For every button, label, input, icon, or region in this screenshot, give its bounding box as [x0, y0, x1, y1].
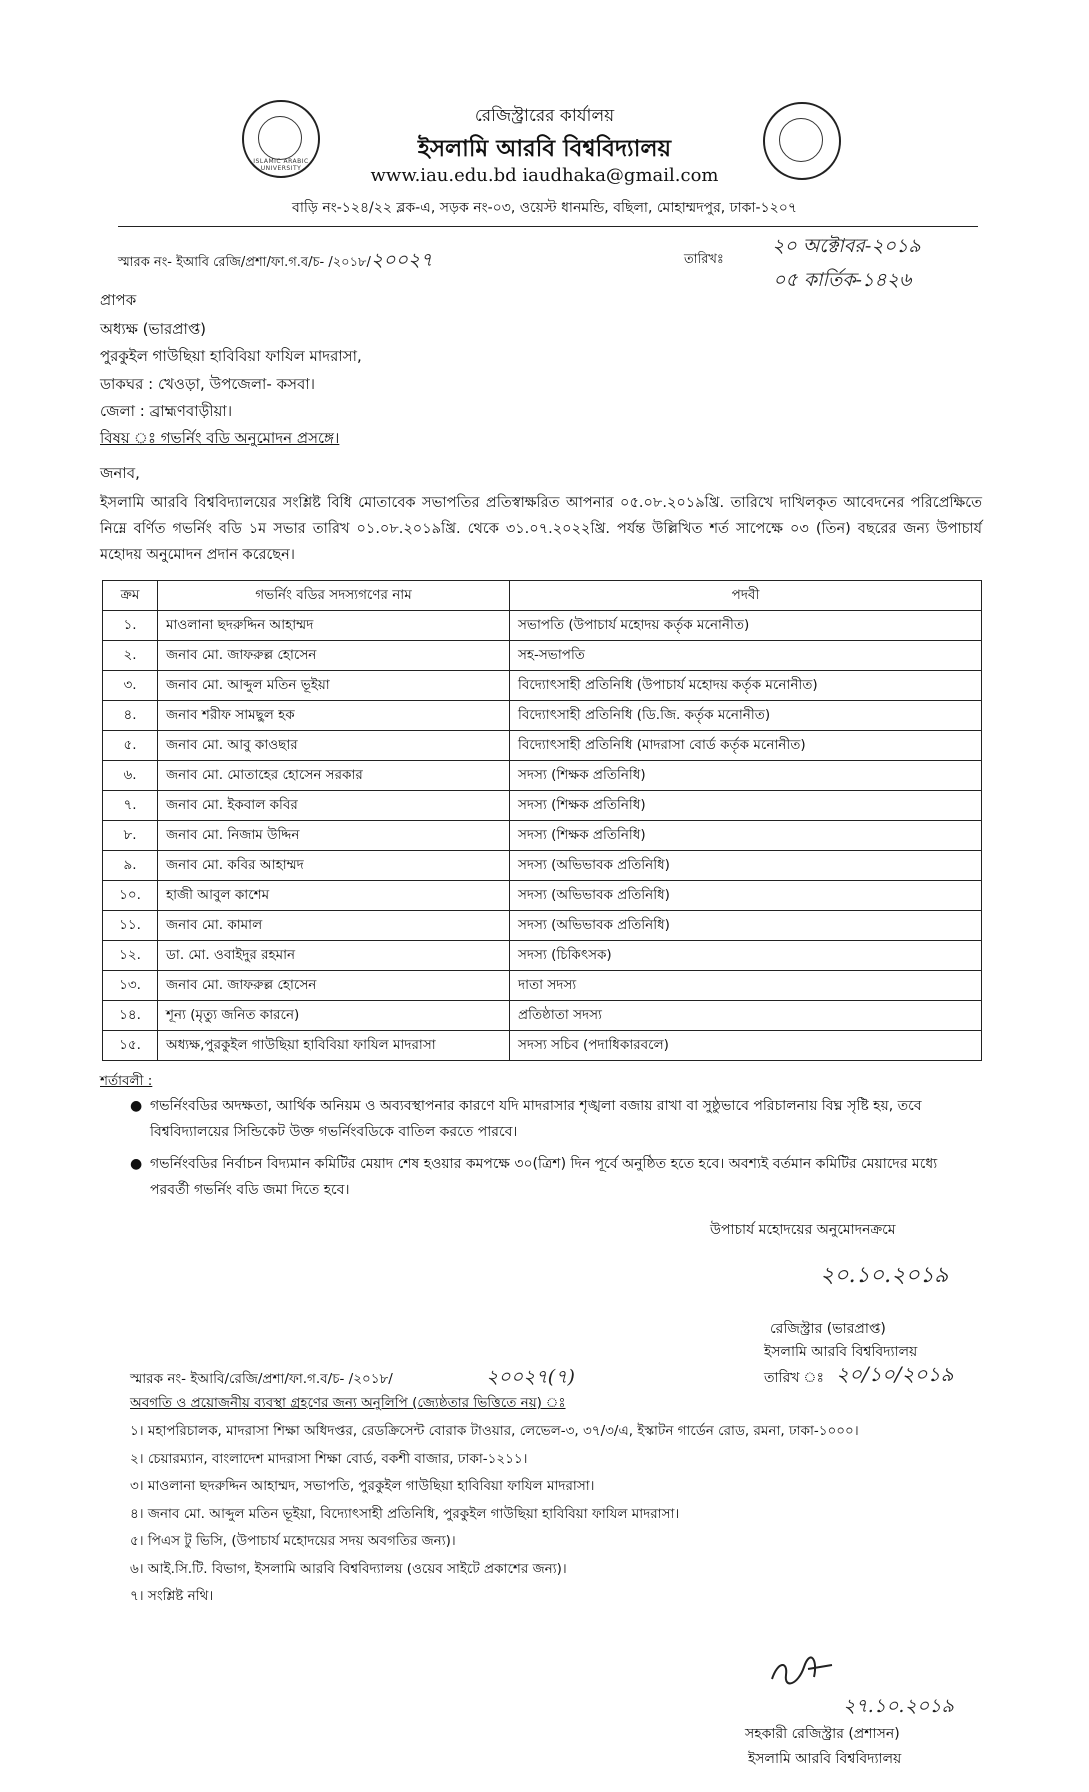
list-item: ৬। আই.সি.টি. বিভাগ, ইসলামি আরবি বিশ্ববিদ্যালয় (ওয়েব সাইটে প্রকাশের জন্য)। [130, 1560, 567, 1577]
row-member-name: অধ্যক্ষ,পুরকুইল গাউছিয়া হাবিবিয়া ফাযিল মাদরাসা [158, 1031, 510, 1061]
date-label: তারিখঃ [684, 252, 724, 267]
row-designation: বিদ্যোৎসাহী প্রতিনিধি (ডি.জি. কর্তৃক মনোনীত) [510, 701, 982, 731]
row-member-name: জনাব মো. মোতাহের হোসেন সরকার [158, 761, 510, 791]
table-row [103, 1031, 982, 1061]
row-member-name: শূন্য (মৃত্যু জনিত কারনে) [158, 1001, 510, 1031]
bullet-icon: ● [130, 1156, 143, 1172]
row-serial: ১৪. [103, 1001, 158, 1031]
row-designation: সদস্য (অভিভাবক প্রতিনিধি) [510, 911, 982, 941]
row-serial: ৬. [103, 761, 158, 791]
row-member-name: জনাব মো. জাফরুল্ল হোসেন [158, 641, 510, 671]
row-designation: বিদ্যোৎসাহী প্রতিনিধি (মাদরাসা বোর্ড কর্তৃক মনোনীত) [510, 731, 982, 761]
logo-left-text: ISLAMIC ARABIC UNIVERSITY [253, 158, 309, 172]
row-serial: ১৩. [103, 971, 158, 1001]
university-name: ইসলামি আরবি বিশ্ববিদ্যালয় [417, 136, 672, 162]
list-item: ১। মহাপরিচালক, মাদরাসা শিক্ষা অধিদপ্তর, রেডক্রিসেন্ট বোরাক টাওয়ার, লেভেল-৩, ৩৭/৩/এ, ইস্কাটন গার্ডেন রোড, রমনা, ঢাকা-১০০০। [130, 1423, 859, 1439]
list-item: ৪। জনাব মো. আব্দুল মতিন ভূইয়া, বিদ্যোৎসাহী প্রতিনিধি, পুরকুইল গাউছিয়া হাবিবিয়া ফাযিল মাদরাসা। [130, 1505, 680, 1522]
memo-ref-label: স্মারক নং- ইআবি রেজি/প্রশা/ফা.গ.ব/চ- /২০১৮/ [118, 255, 371, 270]
table-row [103, 971, 982, 1001]
column-header-serial: ক্রম [103, 581, 158, 611]
assistant-registrar-title: সহকারী রেজিস্ট্রার (প্রশাসন) [745, 1726, 900, 1742]
row-serial: ৭. [103, 791, 158, 821]
table-header-row [103, 581, 982, 611]
approval-note: উপাচার্য মহোদয়ের অনুমোদনক্রমে [710, 1222, 896, 1238]
row-designation: সদস্য (চিকিৎসক) [510, 941, 982, 971]
signature-scribble-icon [768, 1655, 838, 1689]
row-serial: ৯. [103, 851, 158, 881]
row-member-name: জনাব মো. আবু কাওছার [158, 731, 510, 761]
registrar-date-handwritten: ২০/১০/২০১৯ [836, 1362, 954, 1386]
recipient-line: অধ্যক্ষ (ভারপ্রাপ্ত) [100, 320, 207, 338]
list-item: ৫। পিএস টু ভিসি, (উপাচার্য মহোদয়ের সদয় অবগতির জন্য)। [130, 1533, 456, 1549]
table-row [103, 851, 982, 881]
row-designation: সদস্য (শিক্ষক প্রতিনিধি) [510, 761, 982, 791]
list-item: ৭। সংশ্লিষ্ট নথি। [130, 1588, 214, 1604]
row-designation: সদস্য সচিব (পদাধিকারবলে) [510, 1031, 982, 1061]
row-designation: সদস্য (অভিভাবক প্রতিনিধি) [510, 851, 982, 881]
row-member-name: মাওলানা ছদরুদ্দিন আহাম্মদ [158, 611, 510, 641]
condition-item [130, 1093, 980, 1145]
table-row [103, 761, 982, 791]
table-row [103, 671, 982, 701]
row-designation: সদস্য (শিক্ষক প্রতিনিধি) [510, 821, 982, 851]
assistant-registrar-date-handwritten: ২৭.১০.২০১৯ [843, 1695, 954, 1717]
table-row [103, 911, 982, 941]
recipient-label: প্রাপক [100, 291, 137, 309]
row-serial: ৪. [103, 701, 158, 731]
address-line: বাড়ি নং-১২৪/২২ ব্লক-এ, সড়ক নং-০৩, ওয়েস্ট ধানমন্ডি, বছিলা, মোহাম্মদপুর, ঢাকা-১২০৭ [292, 200, 797, 216]
row-member-name: হাজী আবুল কাশেম [158, 881, 510, 911]
bullet-icon: ● [130, 1098, 143, 1114]
row-designation: বিদ্যোৎসাহী প্রতিনিধি (উপাচার্য মহোদয় কর্তৃক মনোনীত) [510, 671, 982, 701]
date-handwritten-english: ২০ অক্টোবর-২০১৯ [772, 235, 921, 257]
row-serial: ৫. [103, 731, 158, 761]
office-name: রেজিস্ট্রারের কার্যালয় [474, 106, 615, 126]
row-designation: সহ-সভাপতি [510, 641, 982, 671]
condition-text: গভর্নিংবডির নির্বাচন বিদ্যমান কমিটির মেয়াদ শেষ হওয়ার কমপক্ষে ৩০(ত্রিশ) দিন পূর্বে অনুষ্ঠিত হতে হবে। অবশ্যই বর্তমান কমিটির মেয়াদের মধ্যে পরবর্তী গভর্নিং বডি জমা দিতে হবে। [150, 1156, 938, 1198]
row-designation: সদস্য (শিক্ষক প্রতিনিধি) [510, 791, 982, 821]
row-serial: ১৫. [103, 1031, 158, 1061]
row-designation: সভাপতি (উপাচার্য মহোদয় কর্তৃক মনোনীত) [510, 611, 982, 641]
column-header-name: গভর্নিং বডির সদস্যগণের নাম [158, 581, 510, 611]
list-item: ৩। মাওলানা ছদরুদ্দিন আহাম্মদ, সভাপতি, পুরকুইল গাউছিয়া হাবিবিয়া ফাযিল মাদরাসা। [130, 1478, 595, 1494]
row-member-name: জনাব মো. ইকবাল কবির [158, 791, 510, 821]
row-designation: দাতা সদস্য [510, 971, 982, 1001]
row-serial: ৮. [103, 821, 158, 851]
row-serial: ২. [103, 641, 158, 671]
recipient-line: পুরকুইল গাউছিয়া হাবিবিয়া ফাযিল মাদরাসা, [100, 347, 362, 365]
memo-ref-handwritten: ২০০২৭ [370, 249, 433, 271]
registrar-title: রেজিস্ট্রার (ভারপ্রাপ্ত) [770, 1321, 886, 1337]
copy-list [130, 1418, 859, 1611]
condition-text: গভর্নিংবডির অদক্ষতা, আর্থিক অনিয়ম ও অব্যবস্থাপনার কারণে যদি মাদরাসার শৃঙ্খলা বজায় রাখা বা সুষ্ঠুভাবে পরিচালনায় বিঘ্ন সৃষ্টি হয়, তবে বিশ্ববিদ্যালয়ের সিন্ডিকেট উক্ত গভর্নিংবডিকে বাতিল করতে পারবে। [150, 1098, 922, 1140]
subject-line: বিষয় ঃ গভর্নিং বডি অনুমোদন প্রসঙ্গে। [100, 429, 340, 447]
row-member-name: জনাব শরীফ সামছুল হক [158, 701, 510, 731]
conditions-list [130, 1093, 980, 1203]
table-row [103, 821, 982, 851]
row-designation: প্রতিষ্ঠাতা সদস্য [510, 1001, 982, 1031]
conditions-heading: শর্তাবলী : [100, 1073, 153, 1089]
table-row [103, 701, 982, 731]
row-serial: ৩. [103, 671, 158, 701]
registrar-date-label: তারিখ ঃ [764, 1370, 824, 1386]
condition-item [130, 1151, 980, 1203]
row-serial: ১০. [103, 881, 158, 911]
header-divider [118, 226, 978, 227]
contact-line: www.iau.edu.bd iaudhaka@gmail.com [370, 165, 719, 186]
letter-body: ইসলামি আরবি বিশ্ববিদ্যালয়ের সংশ্লিষ্ট বিধি মোতাবেক সভাপতির প্রতিস্বাক্ষরিত আপনার ০৫.০৮.২০১৯খ্রি. তারিখে দাখিলকৃত আবেদনের পরিপ্রেক্ষিতে নিম্নে বর্ণিত গভর্নিং বডি ১ম সভার তারিখ ০১.০৮.২০১৯খ্রি. থেকে ৩১.০৭.২০২২খ্রি. পর্যন্ত উল্লিখিত শর্ত সাপেক্ষে ০৩ (তিন) বছরের জন্য উপাচার্য মহোদয় অনুমোদন প্রদান করেছেন। [100, 495, 982, 563]
row-serial: ১. [103, 611, 158, 641]
copy-heading: অবগতি ও প্রয়োজনীয় ব্যবস্থা গ্রহণের জন্য অনুলিপি (জ্যেষ্ঠতার ভিত্তিতে নয়) ঃ [130, 1395, 566, 1411]
table-row [103, 731, 982, 761]
row-member-name: জনাব মো. আব্দুল মতিন ভূইয়া [158, 671, 510, 701]
table-row [103, 1001, 982, 1031]
column-header-designation: পদবী [510, 581, 982, 611]
assistant-registrar-university: ইসলামি আরবি বিশ্ববিদ্যালয় [748, 1751, 902, 1767]
recipient-line: ডাকঘর : খেওড়া, উপজেলা- কসবা। [100, 375, 316, 393]
row-serial: ১১. [103, 911, 158, 941]
row-member-name: জনাব মো. কবির আহাম্মদ [158, 851, 510, 881]
assistant-registrar-signature [768, 1655, 838, 1695]
recipient-line: জেলা : ব্রাহ্মণবাড়ীয়া। [100, 402, 233, 420]
table-row [103, 941, 982, 971]
table-row [103, 641, 982, 671]
row-member-name: ডা. মো. ওবাইদুর রহমান [158, 941, 510, 971]
row-serial: ১২. [103, 941, 158, 971]
registrar-university: ইসলামি আরবি বিশ্ববিদ্যালয় [764, 1344, 918, 1360]
memo2-ref-handwritten: ২০০২৭(৭) [486, 1366, 575, 1388]
table-row [103, 611, 982, 641]
table-row [103, 791, 982, 821]
date-handwritten-bangla: ০৫ কার্তিক-১৪২৬ [773, 269, 912, 291]
row-member-name: জনাব মো. জাফরুল্ল হোসেন [158, 971, 510, 1001]
salutation: জনাব, [100, 464, 140, 482]
row-designation: সদস্য (অভিভাবক প্রতিনিধি) [510, 881, 982, 911]
registrar-signature: ২০.১০.২০১৯ [820, 1263, 949, 1288]
governing-body-table [102, 580, 982, 1061]
row-member-name: জনাব মো. কামাল [158, 911, 510, 941]
list-item: ২। চেয়ারম্যান, বাংলাদেশ মাদরাসা শিক্ষা বোর্ড, বকশী বাজার, ঢাকা-১২১১। [130, 1450, 528, 1467]
table-row [103, 881, 982, 911]
memo2-number: স্মারক নং- ইআবি/রেজি/প্রশা/ফা.গ.ব/চ- /২০১৮/ [130, 1371, 393, 1387]
memo-number [118, 246, 433, 278]
row-member-name: জনাব মো. নিজাম উদ্দিন [158, 821, 510, 851]
